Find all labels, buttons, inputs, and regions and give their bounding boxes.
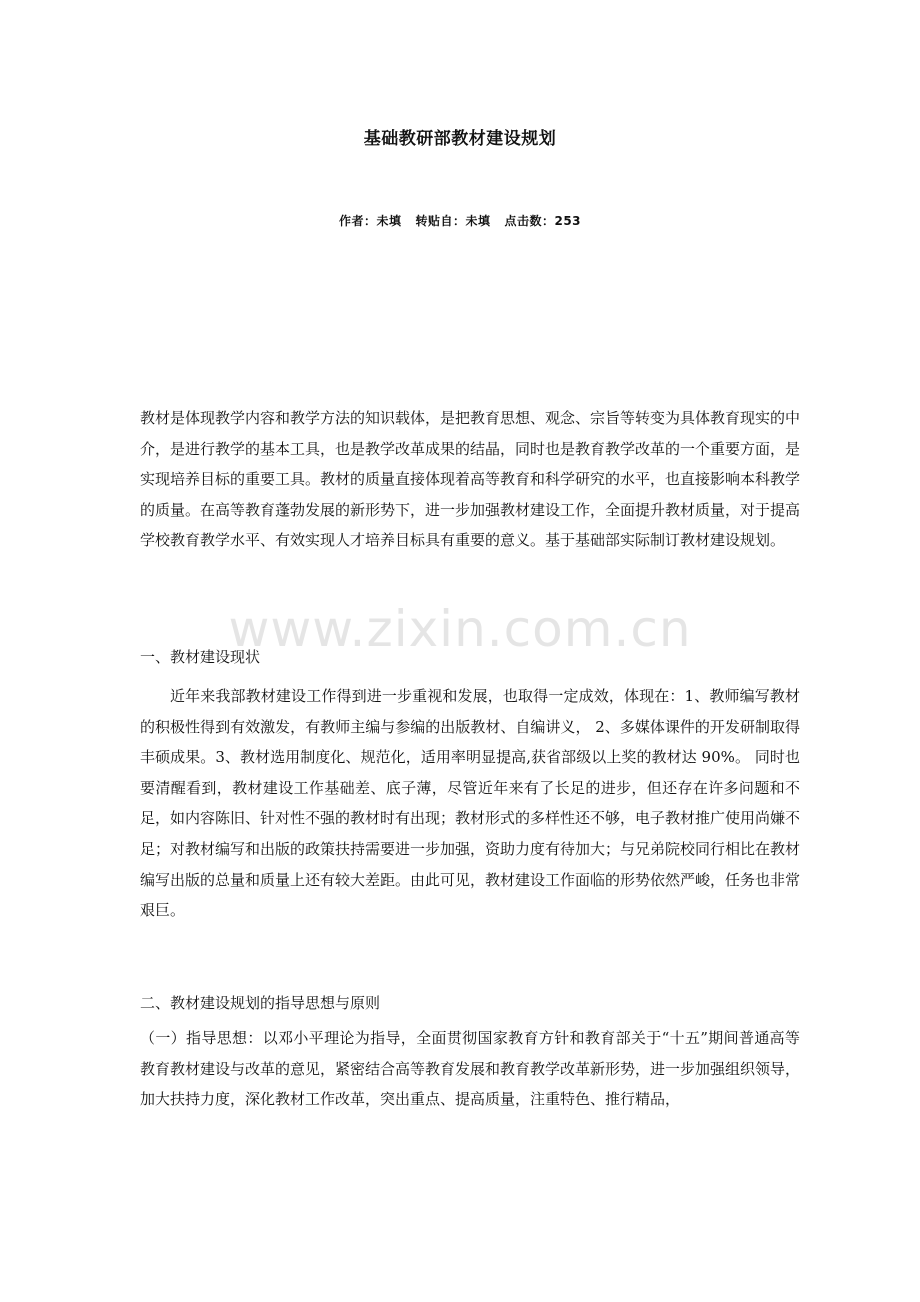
- guiding-paragraph: （一）指导思想：以邓小平理论为指导，全面贯彻国家教育方针和教育部关于“十五”期间普通高等教育教材建设与改革的意见，紧密结合高等教育发展和教育教学改革新形势，进一步加强组织领导，加大扶持力度，深化教材工作改革，突出重点、提高质量，注重特色、推行精品，: [140, 1029, 801, 1109]
- section-heading-guiding: 二、教材建设规划的指导思想与原则: [140, 994, 381, 1012]
- intro-paragraph: 教材是体现教学内容和教学方法的知识载体，是把教育思想、观念、宗旨等转变为具体教育现实的中介，是进行教学的基本工具，也是教学改革成果的结晶，同时也是教育教学改革的一个重要方面，是实现培养目标的重要工具。教材的质量直接体现着高等教育和科学研究的水平，也直接影响本科教学的质量。在高等教育蓬勃发展的新形势下，进一步加强教材建设工作，全面提升教材质量，对于提高学校教育教学水平、有效实现人才培养目标具有重要的意义。基于基础部实际制订教材建设规划。: [140, 409, 801, 550]
- status-paragraph: 近年来我部教材建设工作得到进一步重视和发展，也取得一定成效，体现在：1、教师编写教材的积极性得到有效激发，有教师主编与参编的出版教材、自编讲义， 2、多媒体课件的开发研制取得丰硕成果。3、教材选用制度化、规范化，适用率明显提高,获省部级以上奖的教材达 90%。 同时也要清醒看到，教材建设工作基础差、底子薄，尽管近年来有了长足的进步，但还存在许多问题和不足，如内容陈旧、针对性不强的教材时有出现；教材形式的多样性还不够，电子教材推广使用尚嫌不足；对教材编写和出版的政策扶持需要进一步加强，资助力度有待加大；与兄弟院校同行相比在教材编写出版的总量和质量上还有较大差距。由此可见，教材建设工作面临的形势依然严峻，任务也非常艰巨。: [140, 687, 801, 920]
- document-meta: [0, 212, 920, 229]
- section-heading-status: 一、教材建设现状: [140, 648, 261, 666]
- meta-reposted-from: 转贴自：未填: [415, 214, 491, 228]
- document-title: 基础教研部教材建设规划: [363, 129, 557, 149]
- meta-author: 作者：未填: [338, 214, 402, 228]
- meta-click-count: 点击数：253: [504, 214, 582, 228]
- watermark-text: www.zixin.com.cn: [228, 600, 692, 658]
